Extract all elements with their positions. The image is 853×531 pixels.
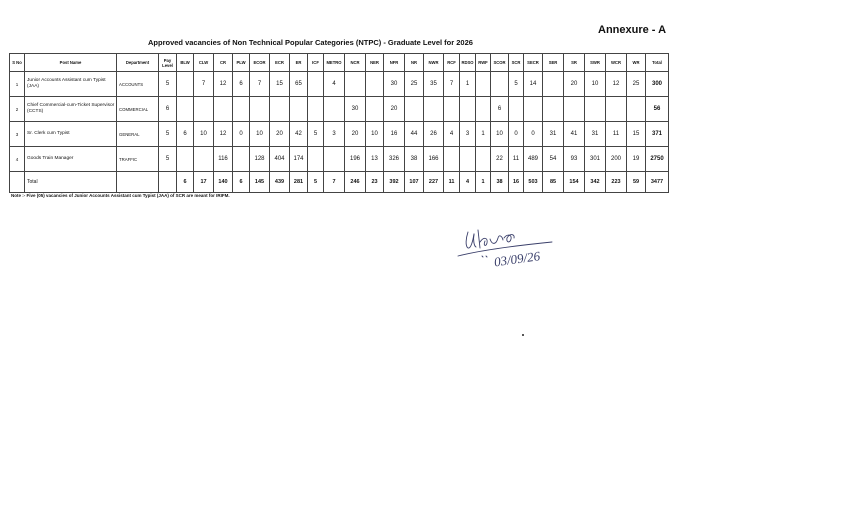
vacancy-cell: 326 (384, 147, 405, 172)
vacancy-cell: 10 (491, 122, 509, 147)
vacancy-cell (290, 97, 308, 122)
total-cell: 281 (290, 172, 308, 193)
header-clw: CLW (194, 54, 214, 72)
serial-number: 4 (10, 147, 25, 172)
vacancy-cell (524, 97, 543, 122)
total-cell: 11 (444, 172, 460, 193)
vacancy-cell (460, 97, 476, 122)
vacancy-cell (366, 97, 384, 122)
header-s-no: S No (10, 54, 25, 72)
vacancy-cell: 30 (345, 97, 366, 122)
vacancy-cell (324, 147, 345, 172)
vacancy-cell: 25 (627, 72, 646, 97)
department: GENERAL (117, 122, 159, 147)
empty-cell (117, 172, 159, 193)
vacancy-cell (476, 97, 491, 122)
total-cell: 85 (543, 172, 564, 193)
total-cell: 223 (606, 172, 627, 193)
header-scr: SCR (509, 54, 524, 72)
header-rwf: RWF (476, 54, 491, 72)
pay-level: 5 (159, 122, 177, 147)
header-total: Total (646, 54, 669, 72)
serial-number: 1 (10, 72, 25, 97)
header-swr: SWR (585, 54, 606, 72)
vacancy-cell: 7 (444, 72, 460, 97)
vacancy-cell: 16 (384, 122, 405, 147)
header-cr: CR (214, 54, 233, 72)
total-cell: 38 (491, 172, 509, 193)
total-cell: 5 (308, 172, 324, 193)
header-secr: SECR (524, 54, 543, 72)
vacancy-cell: 6 (491, 97, 509, 122)
vacancy-cell: 35 (424, 72, 444, 97)
vacancy-cell: 14 (524, 72, 543, 97)
vacancy-cell: 13 (366, 147, 384, 172)
vacancy-cell: 4 (444, 122, 460, 147)
vacancy-cell: 10 (585, 72, 606, 97)
vacancy-cell (405, 97, 424, 122)
vacancy-cell (177, 97, 194, 122)
post-name: Goods Train Manager (25, 147, 117, 172)
row-total: 56 (646, 97, 669, 122)
vacancy-cell: 174 (290, 147, 308, 172)
total-cell: 503 (524, 172, 543, 193)
vacancy-cell: 3 (324, 122, 345, 147)
note-text: Note :- Five (05) vacancies of Junior Accounts Assistant cum Typist (JAA) of SCR are meant for IRIFM. (11, 193, 230, 198)
header-nfr: NFR (384, 54, 405, 72)
total-cell: 7 (324, 172, 345, 193)
vacancy-cell (345, 72, 366, 97)
vacancy-cell: 20 (270, 122, 290, 147)
vacancy-cell: 5 (509, 72, 524, 97)
table-header-row (10, 54, 669, 72)
header-ner: NER (366, 54, 384, 72)
pay-level: 5 (159, 72, 177, 97)
vacancy-cell (543, 97, 564, 122)
post-name: Chief Commercial-cum-Ticket Supervisor (CCTS) (25, 97, 117, 122)
vacancy-table (9, 53, 669, 193)
table-row (10, 122, 669, 147)
vacancy-cell (424, 97, 444, 122)
vacancy-cell: 44 (405, 122, 424, 147)
vacancy-cell (308, 147, 324, 172)
annexure-label: Annexure - A (598, 24, 667, 36)
vacancy-cell (177, 72, 194, 97)
vacancy-cell (627, 97, 646, 122)
vacancy-cell: 0 (233, 122, 250, 147)
vacancy-cell: 12 (214, 122, 233, 147)
vacancy-cell: 19 (627, 147, 646, 172)
total-cell: 6 (233, 172, 250, 193)
header-ncr: NCR (345, 54, 366, 72)
total-cell: 246 (345, 172, 366, 193)
post-name: Junior Accounts Assistant cum Typist (JAA) (25, 72, 117, 97)
vacancy-cell: 12 (214, 72, 233, 97)
vacancy-cell (491, 72, 509, 97)
vacancy-cell: 93 (564, 147, 585, 172)
header-er: ER (290, 54, 308, 72)
vacancy-cell: 11 (509, 147, 524, 172)
vacancy-cell: 116 (214, 147, 233, 172)
table-row (10, 72, 669, 97)
header-department: Department (117, 54, 159, 72)
header-blw: BLW (177, 54, 194, 72)
vacancy-cell (194, 97, 214, 122)
vacancy-cell: 30 (384, 72, 405, 97)
vacancy-cell (324, 97, 345, 122)
total-cell: 107 (405, 172, 424, 193)
header-icf: ICF (308, 54, 324, 72)
vacancy-cell: 38 (405, 147, 424, 172)
vacancy-cell: 7 (194, 72, 214, 97)
vacancy-cell: 0 (524, 122, 543, 147)
vacancy-cell: 15 (627, 122, 646, 147)
table-row (10, 147, 669, 172)
vacancy-cell: 1 (476, 122, 491, 147)
vacancy-cell: 20 (384, 97, 405, 122)
vacancy-cell: 65 (290, 72, 308, 97)
vacancy-cell (444, 147, 460, 172)
vacancy-cell: 12 (606, 72, 627, 97)
pay-level: 5 (159, 147, 177, 172)
vacancy-cell: 128 (250, 147, 270, 172)
vacancy-cell (585, 97, 606, 122)
vacancy-cell: 22 (491, 147, 509, 172)
vacancy-cell: 54 (543, 147, 564, 172)
header-sr: SR (564, 54, 585, 72)
vacancy-cell: 6 (233, 72, 250, 97)
total-cell: 145 (250, 172, 270, 193)
dot-mark (522, 334, 524, 336)
department: TRAFFIC (117, 147, 159, 172)
header-nr: NR (405, 54, 424, 72)
vacancy-cell: 404 (270, 147, 290, 172)
vacancy-cell: 31 (543, 122, 564, 147)
vacancy-cell (214, 97, 233, 122)
vacancy-cell: 10 (250, 122, 270, 147)
total-cell: 154 (564, 172, 585, 193)
vacancy-cell: 489 (524, 147, 543, 172)
total-cell: 6 (177, 172, 194, 193)
total-cell: 227 (424, 172, 444, 193)
vacancy-cell (476, 147, 491, 172)
total-cell: 23 (366, 172, 384, 193)
empty-cell (159, 172, 177, 193)
vacancy-cell: 4 (324, 72, 345, 97)
vacancy-cell (460, 147, 476, 172)
vacancy-cell: 166 (424, 147, 444, 172)
vacancy-cell: 42 (290, 122, 308, 147)
grand-total: 3477 (646, 172, 669, 193)
row-total: 300 (646, 72, 669, 97)
vacancy-cell (564, 97, 585, 122)
vacancy-cell: 200 (606, 147, 627, 172)
header-ecor: ECOR (250, 54, 270, 72)
header-pay-level: Pay Level (159, 54, 177, 72)
total-cell: 342 (585, 172, 606, 193)
row-total: 371 (646, 122, 669, 147)
vacancy-cell (308, 97, 324, 122)
header-wcr: WCR (606, 54, 627, 72)
total-cell: 16 (509, 172, 524, 193)
vacancy-cell: 25 (405, 72, 424, 97)
empty-cell (10, 172, 25, 193)
total-cell: 392 (384, 172, 405, 193)
pay-level: 6 (159, 97, 177, 122)
serial-number: 3 (10, 122, 25, 147)
signature-date: 03/09/26 (493, 248, 541, 270)
header-ser: SER (543, 54, 564, 72)
vacancy-cell (509, 97, 524, 122)
serial-number: 2 (10, 97, 25, 122)
vacancy-cell (233, 147, 250, 172)
vacancy-cell: 5 (308, 122, 324, 147)
row-total: 2750 (646, 147, 669, 172)
total-cell: 1 (476, 172, 491, 193)
vacancy-cell: 7 (250, 72, 270, 97)
vacancy-cell: 6 (177, 122, 194, 147)
header-rcf: RCF (444, 54, 460, 72)
header-rdso: RDSO (460, 54, 476, 72)
department: ACCOUNTS (117, 72, 159, 97)
total-label: Total (25, 172, 117, 193)
vacancy-cell (194, 147, 214, 172)
vacancy-cell: 41 (564, 122, 585, 147)
page-title: Approved vacancies of Non Technical Popular Categories (NTPC) - Graduate Level for 2026 (148, 38, 473, 47)
vacancy-cell: 1 (460, 72, 476, 97)
vacancy-cell: 26 (424, 122, 444, 147)
vacancy-cell: 10 (366, 122, 384, 147)
vacancy-cell: 20 (345, 122, 366, 147)
header-post-name: Post Name (25, 54, 117, 72)
header-plw: PLW (233, 54, 250, 72)
department: COMMERCIAL (117, 97, 159, 122)
vacancy-cell: 15 (270, 72, 290, 97)
total-cell: 17 (194, 172, 214, 193)
vacancy-cell (476, 72, 491, 97)
vacancy-cell (308, 72, 324, 97)
vacancy-cell: 196 (345, 147, 366, 172)
vacancy-cell: 20 (564, 72, 585, 97)
header-ecr: ECR (270, 54, 290, 72)
handwritten-signature (452, 212, 572, 276)
header-scor: SCOR (491, 54, 509, 72)
table-row (10, 97, 669, 122)
vacancy-cell: 11 (606, 122, 627, 147)
total-row (10, 172, 669, 193)
total-cell: 140 (214, 172, 233, 193)
total-cell: 4 (460, 172, 476, 193)
vacancy-cell: 10 (194, 122, 214, 147)
vacancy-cell (543, 72, 564, 97)
vacancy-cell: 31 (585, 122, 606, 147)
header-nwr: NWR (424, 54, 444, 72)
vacancy-cell: 301 (585, 147, 606, 172)
post-name: Sr. Clerk cum Typist (25, 122, 117, 147)
vacancy-cell (270, 97, 290, 122)
vacancy-cell (177, 147, 194, 172)
vacancy-cell: 0 (509, 122, 524, 147)
header-wr: WR (627, 54, 646, 72)
vacancy-cell (250, 97, 270, 122)
vacancy-cell (233, 97, 250, 122)
header-metro: METRO (324, 54, 345, 72)
total-cell: 59 (627, 172, 646, 193)
vacancy-cell (606, 97, 627, 122)
vacancy-cell (444, 97, 460, 122)
vacancy-cell: 3 (460, 122, 476, 147)
vacancy-cell (366, 72, 384, 97)
total-cell: 439 (270, 172, 290, 193)
